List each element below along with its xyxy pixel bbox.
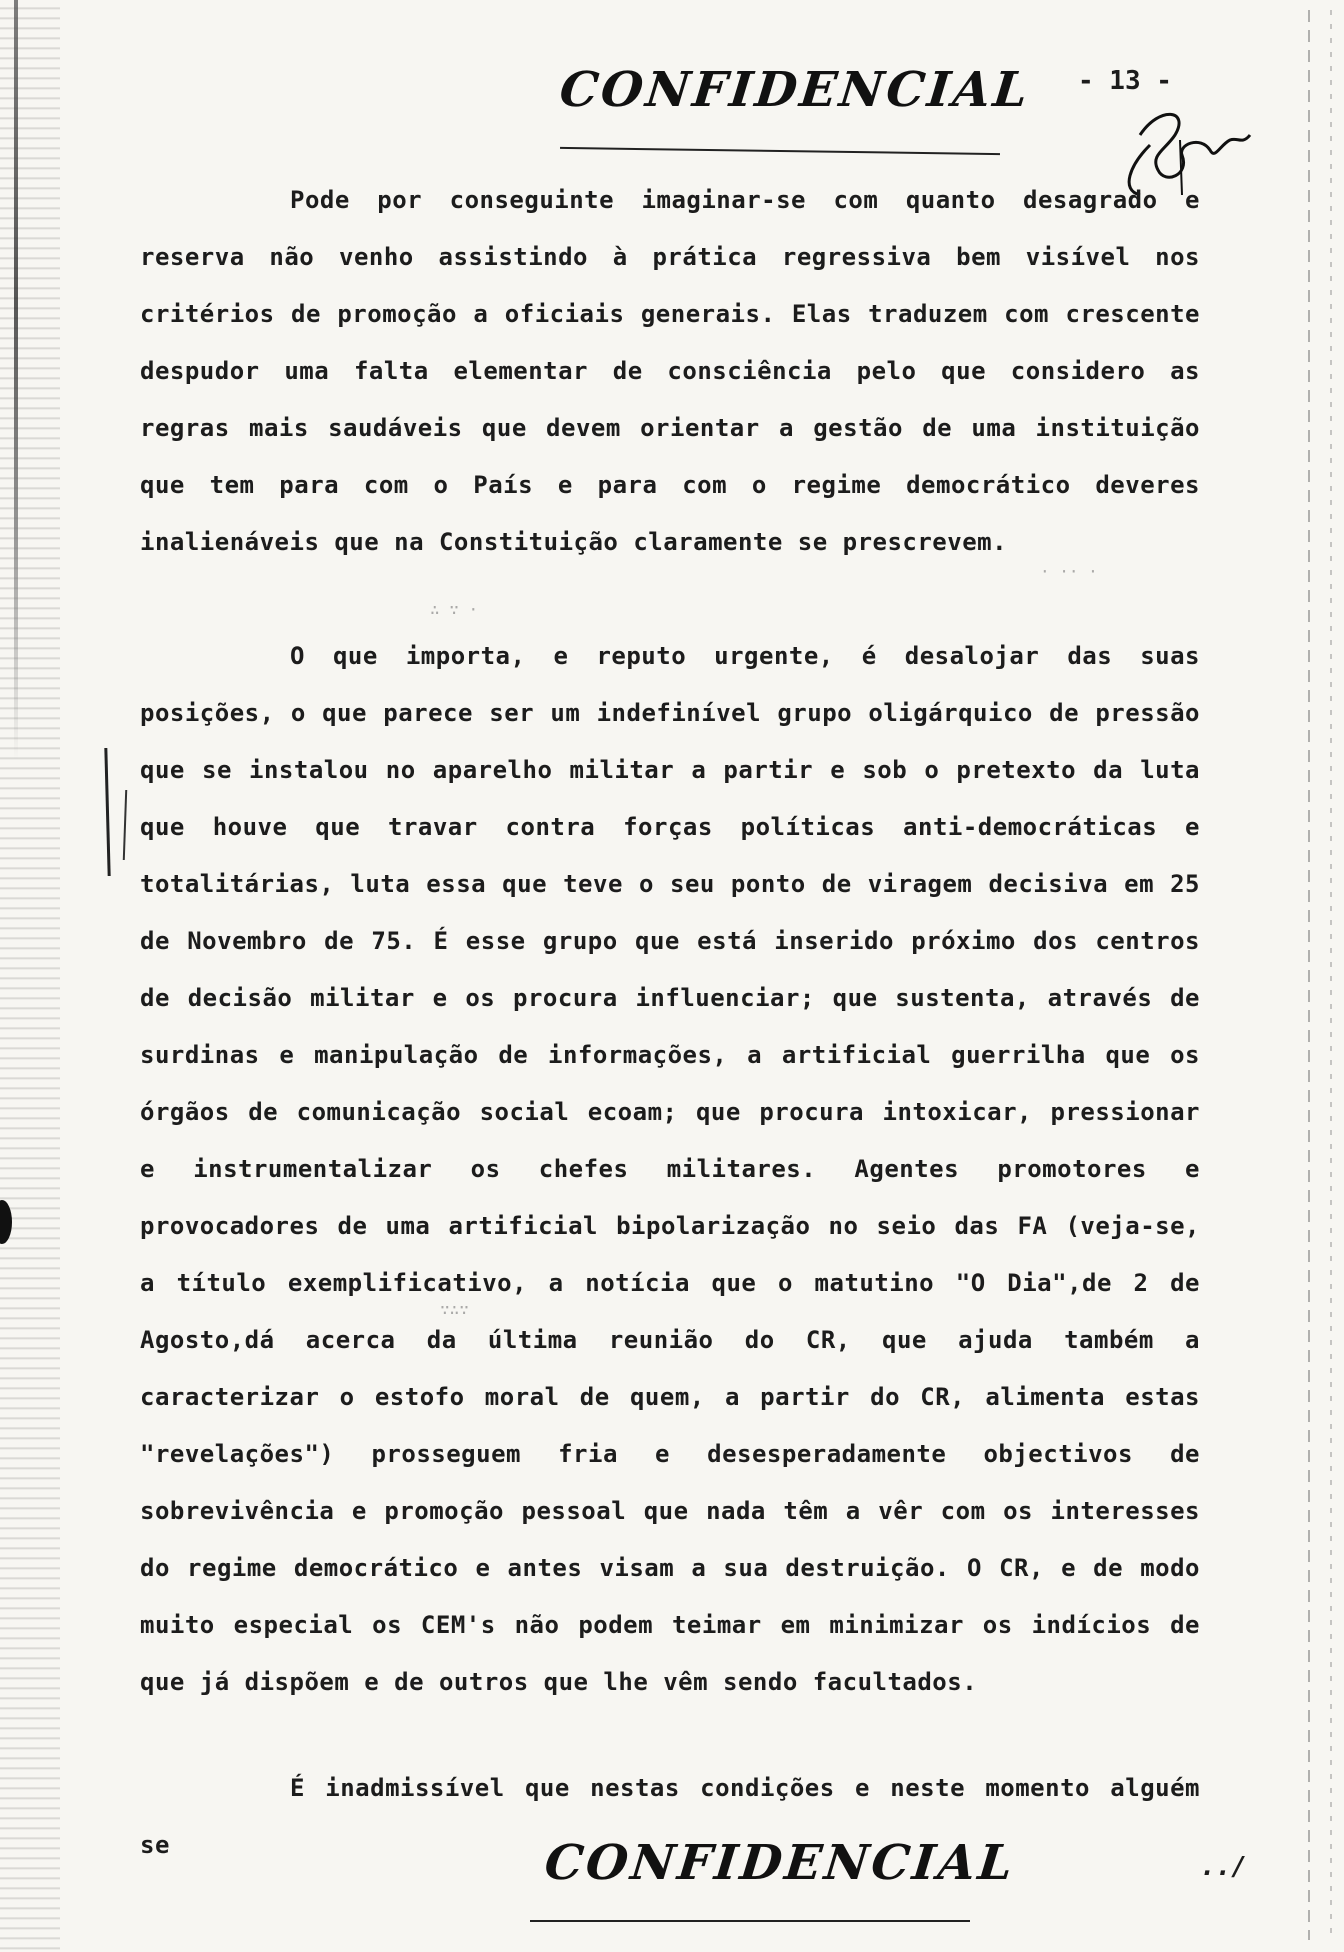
scan-smudge: ∴ ∵ ·	[430, 600, 479, 619]
paragraph-text: É inadmissível que nestas condições e neste momento alguém se	[140, 1774, 1200, 1859]
confidential-stamp-top: CONFIDENCIAL	[557, 62, 1034, 118]
confidential-stamp-bottom: CONFIDENCIAL	[542, 1835, 1019, 1891]
scan-edge-left	[0, 0, 60, 1952]
scan-smudge: · ·· ·	[1040, 562, 1098, 581]
scan-smudge: ∵∴∵	[440, 1300, 469, 1319]
scan-edge-right-2	[1330, 10, 1332, 1940]
paragraph-1	[140, 172, 1200, 571]
paragraph-2	[140, 628, 1200, 1711]
page-number: - 13 -	[1078, 66, 1172, 96]
scan-edge-line	[14, 0, 18, 760]
stamp-underline-bottom	[530, 1920, 970, 1922]
paragraph-text: Pode por conseguinte imaginar-se com quanto desagrado e reserva não venho assistindo à prática regressiva bem visível nos critérios de promoção a oficiais generais. Elas traduzem com crescente despudor uma falta elementar de consciência pelo que considero as regras mais saudáveis que devem orientar a gestão de uma instituição que tem para com o País e para com o regime democrático deveres inalienáveis que na Constituição claramente se prescrevem.	[140, 186, 1200, 556]
margin-mark	[104, 748, 110, 876]
continuation-mark: ../	[1200, 1852, 1247, 1882]
scan-edge-right	[1308, 10, 1310, 1940]
margin-mark-2	[123, 790, 127, 860]
paragraph-text: O que importa, e reputo urgente, é desalojar das suas posições, o que parece ser um indefinível grupo oligárquico de pressão que se instalou no aparelho militar a partir e sob o pretexto da luta que houve que travar contra forças políticas anti-democráticas e totalitárias, luta essa que teve o seu ponto de viragem decisiva em 25 de Novembro de 75. É esse grupo que está inserido próximo dos centros de decisão militar e os procura influenciar; que sustenta, através de surdinas e manipulação de informações, a artificial guerrilha que os órgãos de comunicação social ecoam; que procura intoxicar, pressionar e instrumentalizar os chefes militares. Agentes promotores e provocadores de uma artificial bipolarização no seio das FA (veja-se, a título exemplificativo, a notícia que o matutino "O Dia",de 2 de Agosto,dá acerca da última reunião do CR, que ajuda também a caracterizar o estofo moral de quem, a partir do CR, alimenta estas "revelações") prosseguem fria e desesperadamente objectivos de sobrevivência e promoção pessoal que nada têm a vêr com os interesses do regime democrático e antes visam a sua destruição. O CR, e de modo muito especial os CEM's não podem teimar em minimizar os indícios de que já dispõem e de outros que lhe vêm sendo facultados.	[140, 642, 1200, 1696]
stamp-underline-top	[560, 147, 1000, 155]
